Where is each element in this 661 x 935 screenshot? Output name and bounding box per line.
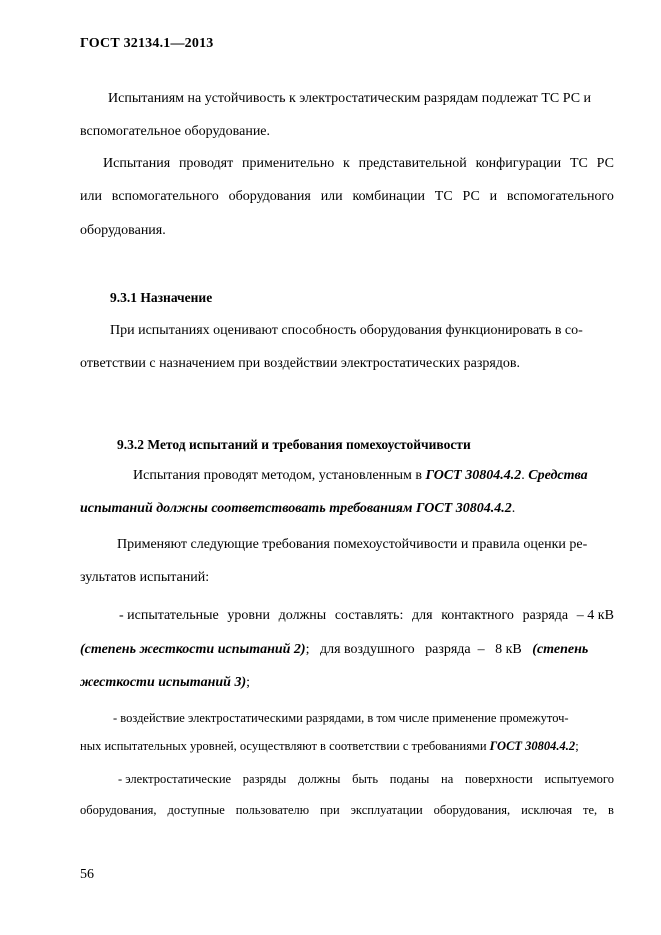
section-931-line-1: При испытаниях оценивают способность оборудования функционировать в со- [110,323,583,338]
word: эксплуатации [350,803,423,817]
word: или [80,189,102,204]
word: в [608,803,614,817]
intro-line-4 [80,188,614,206]
word: или [320,189,343,204]
word: и [489,189,498,204]
word: комбинации [352,189,425,204]
section-932-p1-line-1 [133,467,588,485]
plain-text: ; для воздушного разряда – 8 кВ [305,642,533,657]
word: вспомогательного [506,189,614,204]
bullet-3-line-1 [118,770,614,788]
word: контактного [441,608,514,623]
word: – 4 кВ [576,608,614,623]
word: вспомогательного [111,189,219,204]
word: разряды [242,772,287,786]
word: к [343,156,350,171]
intro-line-5: оборудования. [80,223,166,238]
bullet-1-line-3 [80,674,250,692]
word: применительно [242,156,335,171]
word: разряда [522,608,569,623]
standard-reference: ГОСТ 30804.4.2 [425,468,522,483]
word: РС [462,189,480,204]
word: на [441,772,454,786]
word: РС [596,156,614,171]
word: поданы [389,772,430,786]
italic-text: испытаний должны соответствовать требованиям ГОСТ 30804.4.2 [80,501,512,516]
word: пользователю [235,803,310,817]
word: ТС [569,156,588,171]
plain-text: ных испытательных уровней, осуществляют в соответствии с требованиями [80,739,490,753]
section-932-p2-line-1: Применяют следующие требования помехоустойчивости и правила оценки ре- [117,537,588,552]
bullet-2-line-1: - воздействие электростатическими разрядами, в том числе применение промежуточ- [113,711,569,725]
bullet-1-line-2 [80,641,588,659]
word: оборудования [228,189,311,204]
punctuation: ; [575,739,579,753]
word: Испытания [103,156,171,171]
word: для [412,608,433,623]
italic-text: (степень жесткости испытаний 2) [80,642,306,657]
bullet-1-line-1 [119,607,614,625]
italic-text: жесткости испытаний 3) [80,675,247,690]
word: испытуемого [544,772,614,786]
word: представительной [358,156,467,171]
plain-text: Испытания проводят методом, установленным в [133,468,426,483]
word: те, [583,803,598,817]
section-932-p2-line-2: зультатов испытаний: [80,570,210,585]
intro-line-2: вспомогательное оборудование. [80,124,271,139]
word: при [320,803,340,817]
word: быть [352,772,379,786]
italic-text: (степень [532,642,589,657]
word: исключая [521,803,573,817]
word: поверхности [464,772,533,786]
punctuation: . [511,501,516,516]
intro-line-1: Испытаниям на устойчивость к электростатическим разрядам подлежат ТС РС и [108,91,592,106]
intro-line-3 [103,155,614,173]
word: оборудования, [80,803,157,817]
word: - испытательные [119,608,219,623]
word: проводят [178,156,234,171]
section-heading-9-3-2: 9.3.2 Метод испытаний и требования помехоустойчивости [117,437,471,452]
word: - электростатические [118,772,232,786]
bullet-2-line-2 [80,737,579,755]
punctuation: . [521,468,529,483]
punctuation: ; [246,675,251,690]
word: должны [298,772,341,786]
section-heading-9-3-1: 9.3.1 Назначение [110,290,213,305]
italic-text: Средства [528,468,588,483]
word: должны [278,608,327,623]
document-header: ГОСТ 32134.1—2013 [80,36,214,51]
word: оборудования, [433,803,511,817]
word: составлять: [334,608,404,623]
standard-reference: ГОСТ 30804.4.2 [489,739,576,753]
page-number: 56 [80,867,94,882]
word: доступные [167,803,225,817]
bullet-3-line-2 [80,801,614,819]
word: ТС [434,189,453,204]
word: уровни [227,608,270,623]
word: конфигурации [475,156,562,171]
section-932-p1-line-2 [80,500,515,518]
section-931-line-2: ответствии с назначением при воздействии электростатических разрядов. [80,356,521,371]
